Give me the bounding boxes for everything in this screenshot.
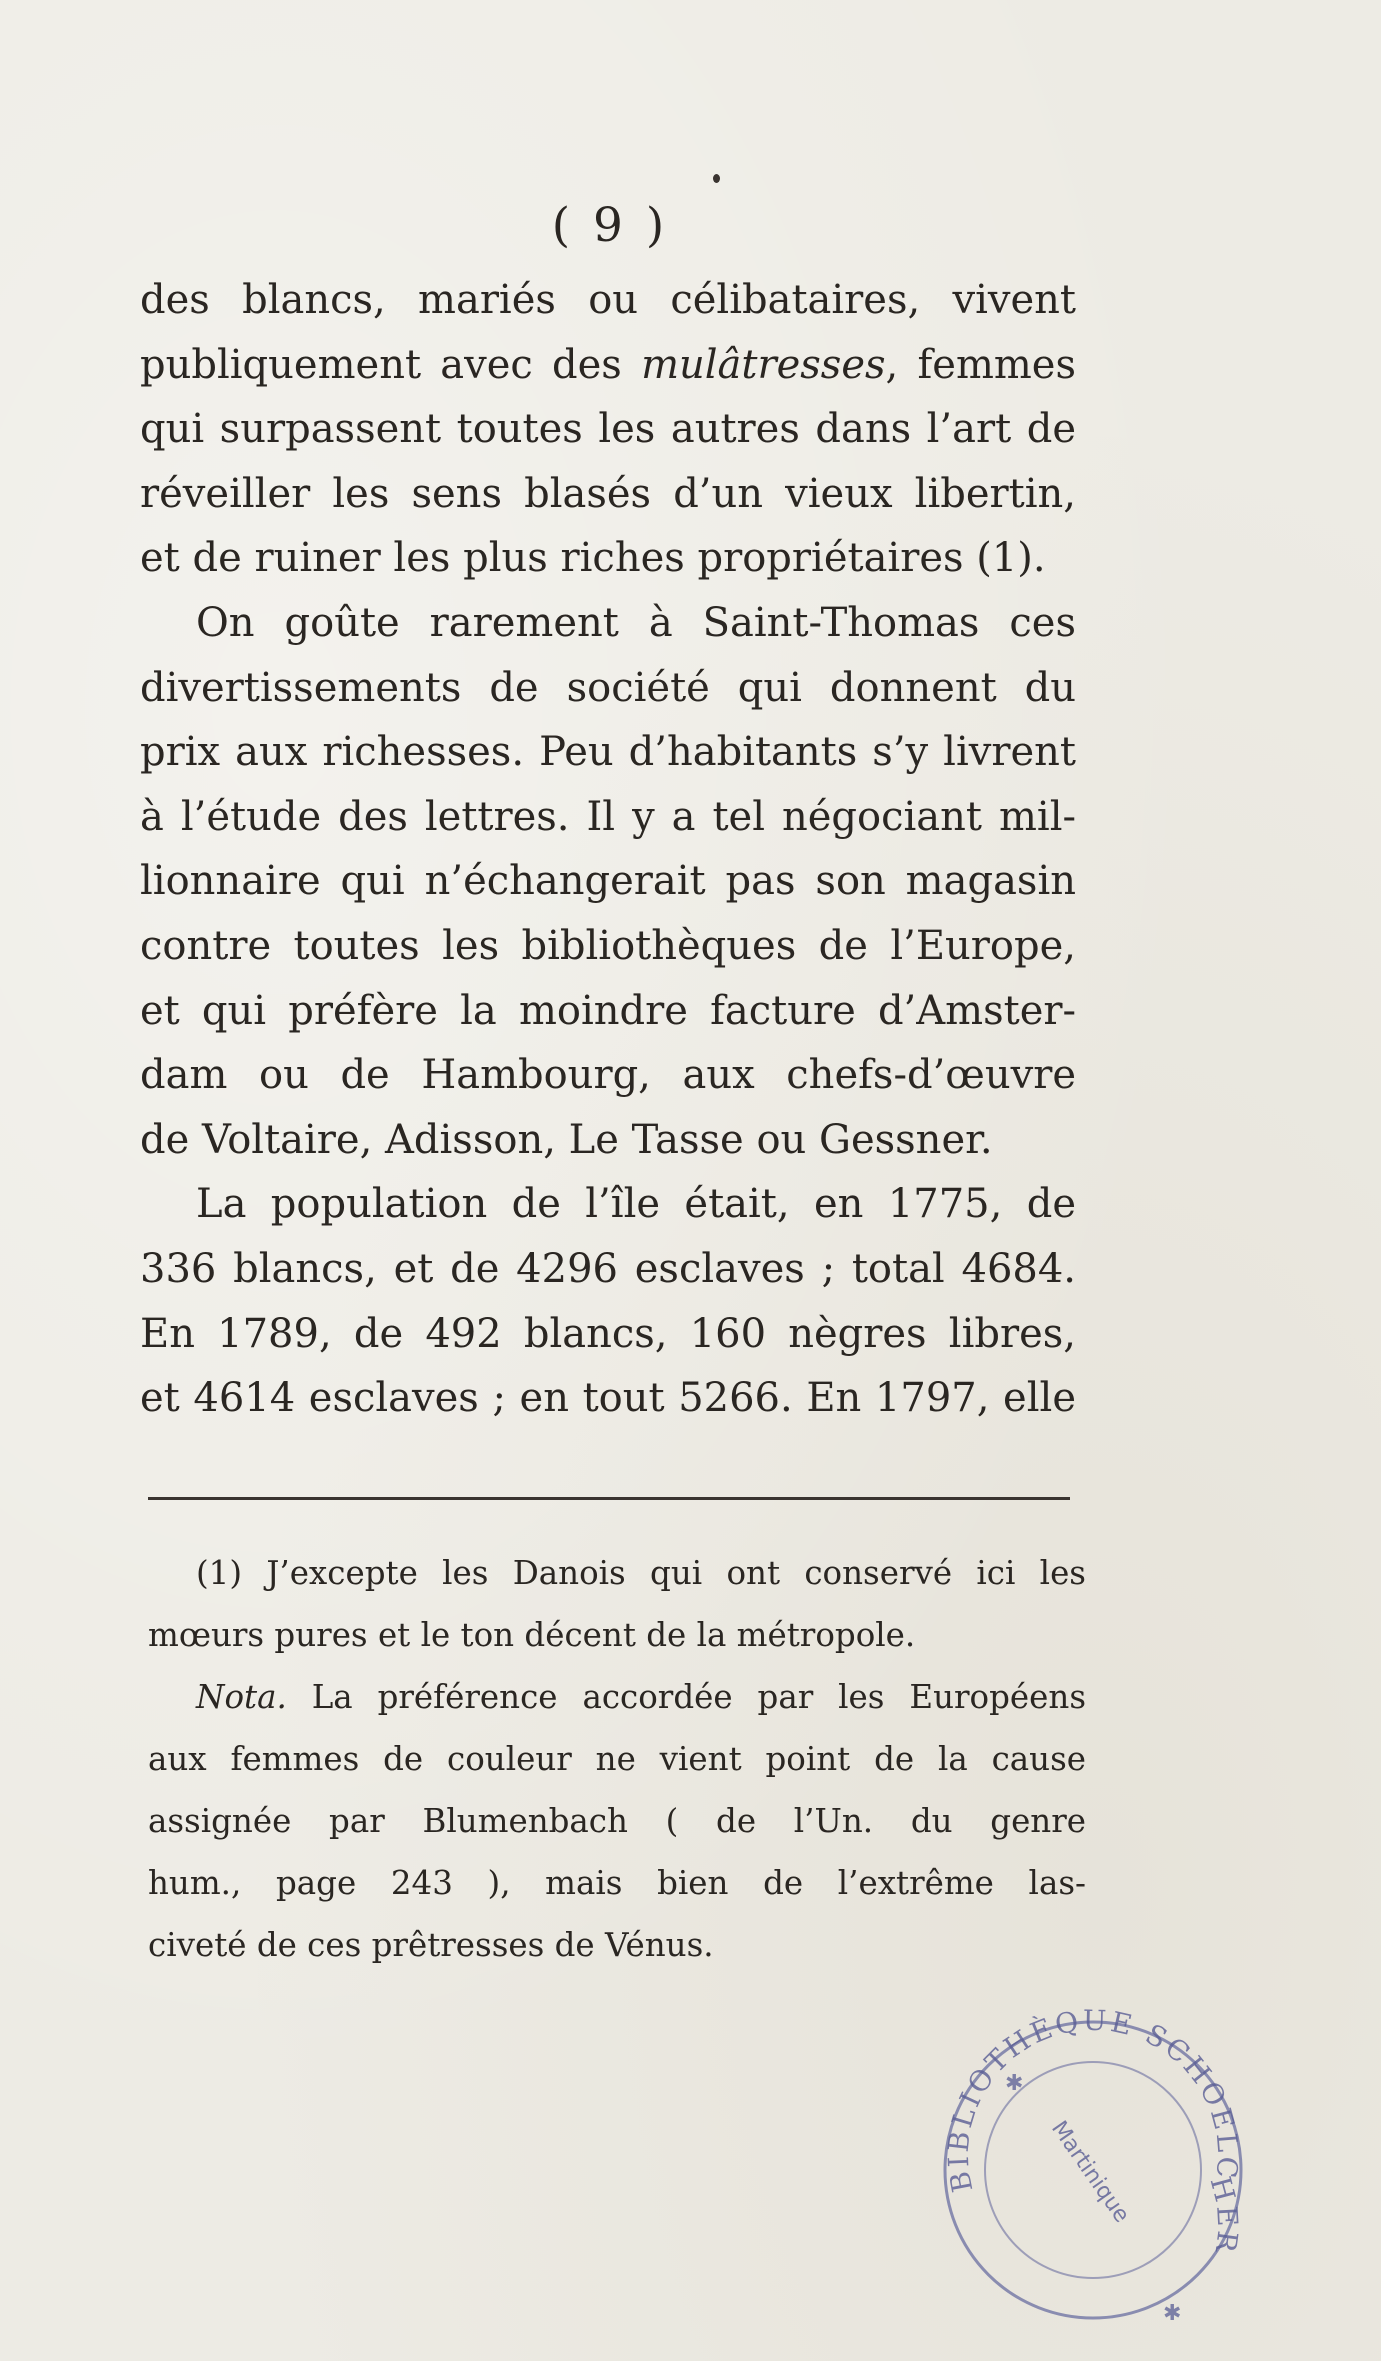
text-segment: , femmes — [885, 341, 1076, 388]
text-line: 336 blancs, et de 4296 esclaves ; total 4684. — [140, 1245, 1076, 1292]
star-icon: ✱ — [1163, 2301, 1182, 2326]
text-line: et qui préfère la moindre facture d’Amster- — [140, 987, 1076, 1034]
text-line: des blancs, mariés ou célibataires, vivent — [140, 277, 1076, 323]
text-segment: La préférence accordée par les Européens — [286, 1678, 1086, 1716]
paragraph-1 — [140, 268, 1076, 591]
nota-label: Nota. — [196, 1678, 287, 1716]
text-line: civeté de ces prêtresses de Vénus. — [148, 1926, 714, 1964]
footnote-nota — [148, 1666, 1086, 1976]
text-line: La population de l’île était, en 1775, de — [196, 1181, 1076, 1228]
paragraph-2 — [140, 591, 1076, 1172]
text-line: divertissements de société qui donnent du — [140, 664, 1076, 711]
text-line: et 4614 esclaves ; en tout 5266. En 1797, elle — [140, 1375, 1076, 1422]
text-line: (1) J’excepte les Danois qui ont conservé ici les — [196, 1554, 1086, 1592]
text-line: qui surpassent toutes les autres dans l’art de — [140, 406, 1076, 453]
text-line: aux femmes de couleur ne vient point de la cause — [148, 1740, 1086, 1778]
text-line: assignée par Blumenbach ( de l’Un. du genre — [148, 1802, 1086, 1840]
text-line: lionnaire qui n’échangerait pas son magasin — [140, 858, 1076, 905]
text-line: mœurs pures et le ton décent de la métropole. — [148, 1616, 916, 1654]
text-line — [140, 333, 1076, 398]
print-mark — [713, 174, 720, 183]
text-line: On goûte rarement à Saint-Thomas ces — [196, 599, 1076, 646]
italic-term: mulâtresses — [641, 341, 886, 388]
text-line: prix aux richesses. Peu d’habitants s’y livrent — [140, 729, 1076, 776]
footnote-1 — [148, 1542, 1086, 1666]
stamp-graphic — [913, 1990, 1273, 2350]
text-line: réveiller les sens blasés d’un vieux libertin, — [140, 470, 1076, 517]
text-line: dam ou de Hambourg, aux chefs-d’œuvre — [140, 1052, 1076, 1099]
text-line: contre toutes les bibliothèques de l’Europe, — [140, 922, 1076, 969]
library-stamp — [913, 1990, 1273, 2350]
page-number: ( 9 ) — [551, 198, 669, 253]
text-line: de Voltaire, Adisson, Le Tasse ou Gessner. — [140, 1116, 993, 1163]
text-line: à l’étude des lettres. Il y a tel négociant mil- — [140, 793, 1076, 840]
text-line: hum., page 243 ), mais bien de l’extrême las- — [148, 1864, 1086, 1902]
text-line: et de ruiner les plus riches propriétaires (1). — [140, 535, 1046, 582]
footnotes — [148, 1542, 1086, 1976]
stamp-inner-text: Martinique — [1046, 2116, 1135, 2228]
text-line — [148, 1666, 1086, 1728]
paragraph-3 — [140, 1172, 1076, 1430]
body-text — [140, 268, 1076, 1431]
text-line: En 1789, de 492 blancs, 160 nègres libres, — [140, 1310, 1076, 1357]
stamp-outer-text: BIBLIOTHÈQUE SCHOELCHER — [941, 2003, 1245, 2258]
star-icon: ✱ — [1005, 2071, 1024, 2096]
footnote-separator — [148, 1497, 1070, 1500]
text-segment: publiquement avec des — [140, 341, 642, 388]
